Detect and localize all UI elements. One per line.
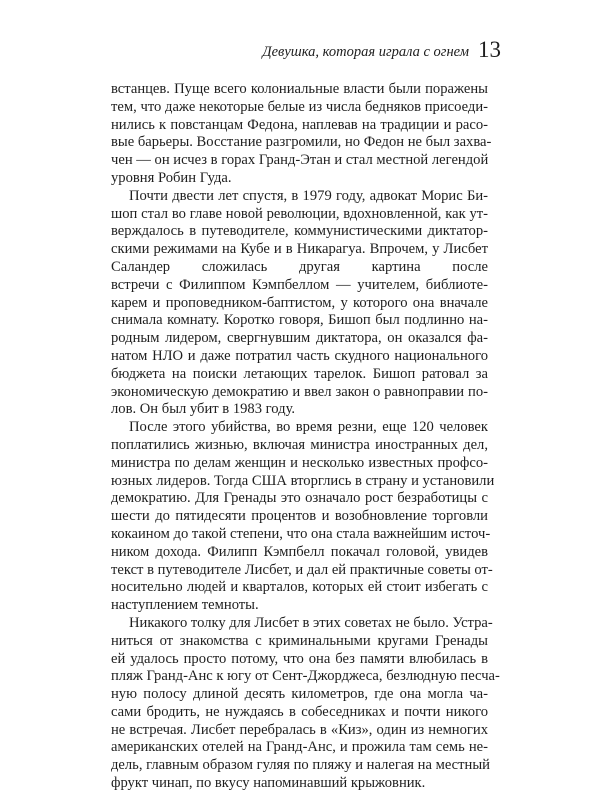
text-line: родным лидером, свергнувшим диктатора, он оказался фа-	[111, 330, 488, 347]
text-line: натом НЛО и даже потратил часть скудного национального	[111, 347, 488, 364]
text-line: После этого убийства, во время резни, еще 120 человек	[129, 419, 488, 436]
text-line: верждалось в путеводителе, коммунистическими диктатор-	[111, 223, 488, 240]
text-line: американских отелей на Гранд-Анс, и прожила там семь не-	[111, 739, 488, 756]
text-line: юзных лидеров. Тогда США вторглись в страну и установили	[111, 472, 495, 489]
paragraph	[111, 188, 488, 419]
text-line: встречи с Филиппом Кэмпбеллом — учителем, библиоте-	[111, 276, 488, 293]
text-line: Почти двести лет спустя, в 1979 году, адвокат Морис Би-	[129, 187, 488, 204]
text-line: лов. Он был убит в 1983 году.	[111, 401, 296, 418]
paragraph	[111, 419, 495, 615]
text-line: карем и проповедником-баптистом, у которого она вначале	[111, 294, 488, 311]
text-line: чен — он исчез в горах Гранд-Этан и стал местной легендой	[111, 152, 489, 169]
text-line: ниться от знакомства с криминальными кругами Гренады	[111, 632, 488, 649]
text-line: Никакого толку для Лисбет в этих советах не было. Устра-	[129, 614, 493, 631]
text-line: кокаином до такой степени, что она стала важнейшим источ-	[111, 525, 491, 542]
text-line: ником дохода. Филипп Кэмпбелл покачал головой, увидев	[111, 543, 488, 560]
text-line: нились к повстанцам Федона, наплевав на традиции и расо-	[111, 116, 488, 133]
page-number: 13	[478, 37, 501, 62]
text-line: пляж Гранд-Анс к югу от Сент-Джорджеса, безлюдную песча-	[111, 668, 500, 685]
text-line: ную полосу длиной десять километров, где она могла ча-	[111, 686, 488, 703]
text-line: шести до пятидесяти процентов и возобновление торговли	[111, 508, 488, 525]
text-line: скими режимами на Кубе и в Никарагуа. Впрочем, у Лисбет	[111, 241, 488, 258]
text-line: демократию. Для Гренады это означало рост безработицы с	[111, 490, 488, 507]
text-line: уровня Робин Гуда.	[111, 169, 232, 186]
text-line: встанцев. Пуще всего колониальные власти были поражены	[111, 81, 488, 97]
text-line: фрукт чинап, по вкусу напоминавший крыжовник.	[111, 775, 426, 792]
running-title: Девушка, которая играла с огнем	[262, 44, 469, 60]
text-line: тем, что даже некоторые белые из числа бедняков присоеди-	[111, 98, 488, 115]
text-line: вые барьеры. Восстание разгромили, но Федон не был захва-	[111, 134, 492, 151]
text-line: экономическую демократию и ввел закон о равноправии по-	[111, 383, 488, 400]
text-line: ей удалось просто потому, что она без памяти влюбилась в	[111, 650, 488, 667]
text-line: министра по делам женщин и несколько известных профсо-	[111, 454, 488, 471]
text-line: наступлением темноты.	[111, 597, 259, 614]
text-line: дель, главным образом гуляя по пляжу и налегая на местный	[111, 757, 490, 774]
text-line: шоп стал во главе новой революции, вдохновленной, как ут-	[111, 205, 488, 222]
paragraph	[111, 614, 500, 793]
body-text	[111, 81, 500, 793]
text-line: не встречая. Лисбет перебралась в «Киз», один из немногих	[111, 721, 488, 738]
paragraph	[111, 81, 492, 188]
text-line: Саландер сложилась другая картина после	[111, 258, 488, 275]
text-line: поплатились жизнью, включая министра иностранных дел,	[111, 436, 488, 453]
text-line: текст в путеводителе Лисбет, и дал ей практичные советы от-	[111, 561, 493, 578]
text-line: бюджета на поиски летающих тарелок. Бишоп ратовал за	[111, 365, 488, 382]
text-line: носительно людей и кварталов, которых ей стоит избегать с	[111, 579, 488, 596]
text-line: сами бродить, не нуждаясь в собеседниках и почти никого	[111, 703, 488, 720]
text-line: снимала комнату. Коротко говоря, Бишоп был подлинно на-	[111, 312, 488, 329]
